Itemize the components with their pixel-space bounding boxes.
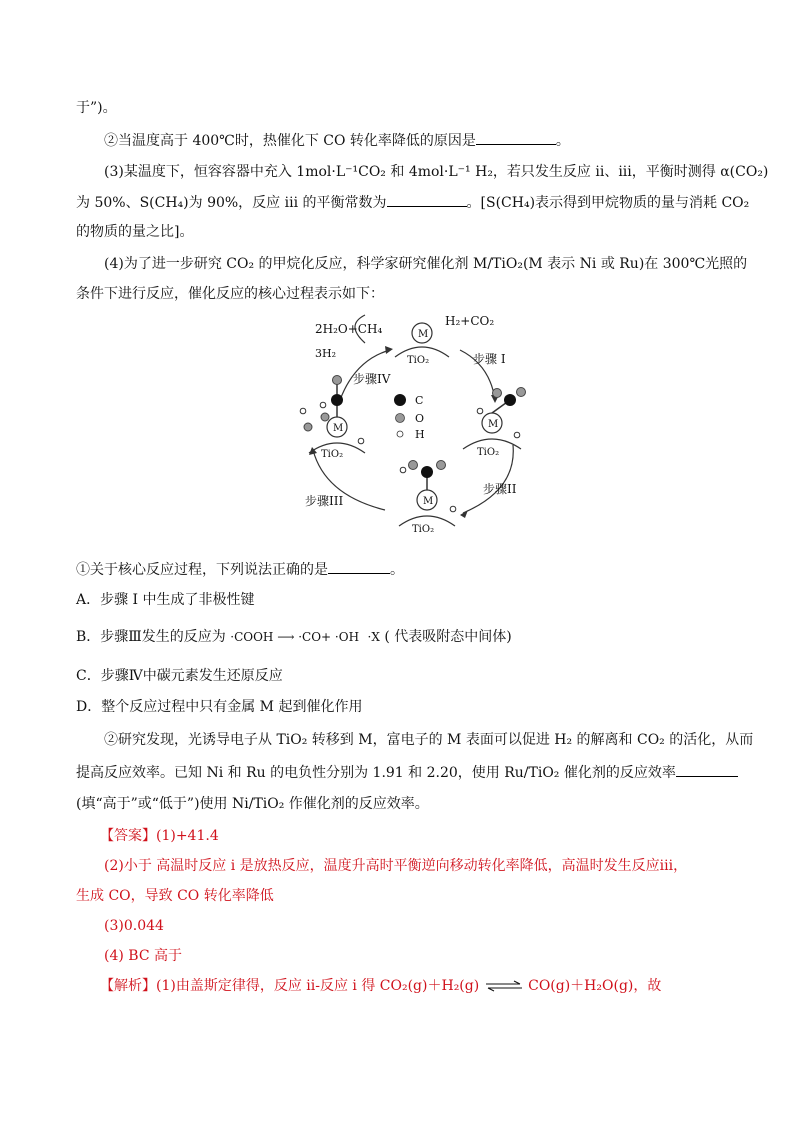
text-line-7: 条件下进行反应，催化反应的核心过程表示如下： <box>76 286 384 302</box>
equilibrium-arrow-icon <box>484 980 524 992</box>
label-step4: 步骤IV <box>353 372 391 386</box>
label-m: M <box>488 419 499 430</box>
legend-c-label: C <box>415 394 424 407</box>
text-line-4: 为 50%、S(CH₄)为 90%，反应 iii 的平衡常数为 。[S(CH₄)表示得到甲烷物质的量与消耗 CO₂ <box>76 192 749 213</box>
label-reactants: H₂+CO₂ <box>445 314 495 328</box>
label-tio2: TiO₂ <box>407 355 430 366</box>
question-2-line-2: 提高反应效率。已知 Ni 和 Ru 的电负性分别为 1.91 和 2.20，使用 Ru/TiO₂ 催化剂的反应效率 <box>76 762 738 783</box>
legend-hydrogen-dot <box>397 431 403 437</box>
question-2-line-1: ②研究发现，光诱导电子从 TiO₂ 转移到 M，富电子的 M 表面可以促进 H₂ 的解离和 CO₂ 的活化，从而 <box>104 732 754 748</box>
option-b-x: ·X <box>367 630 380 644</box>
option-b-note: ( 代表吸附态中间体) <box>384 629 512 645</box>
option-c: C．步骤Ⅳ中碳元素发生还原反应 <box>76 668 283 684</box>
legend-carbon-dot <box>394 394 406 406</box>
answer-line-4: (3)0.044 <box>104 918 164 934</box>
text-line-5: 的物质的量之比]。 <box>76 224 194 240</box>
answer-line-3: 生成 CO，导致 CO 转化率降低 <box>76 888 274 904</box>
answer-blank <box>387 192 467 207</box>
catalytic-cycle-diagram <box>285 305 535 535</box>
legend-o-label: O <box>415 412 425 425</box>
option-d: D．整个反应过程中只有金属 M 起到催化作用 <box>76 699 363 715</box>
label-tio2: TiO₂ <box>412 524 435 535</box>
text-line-6: (4)为了进一步研究 CO₂ 的甲烷化反应，科学家研究催化剂 M/TiO₂(M 表示 Ni 或 Ru)在 300℃光照的 <box>104 256 748 272</box>
legend-oxygen-dot <box>396 414 405 423</box>
answer-tag: 【答案】 <box>100 828 156 844</box>
question-2-line-3: (填“高于”或“低于”)使用 Ni/TiO₂ 作催化剂的反应效率。 <box>76 796 429 812</box>
text-line-2: ②当温度高于 400℃时，热催化下 CO 转化率降低的原因是 。 <box>104 130 570 151</box>
label-m: M <box>333 423 344 434</box>
answer-line-1: 【答案】(1)+41.4 <box>100 828 219 844</box>
answer-blank <box>676 762 738 777</box>
text-line-3: (3)某温度下，恒容容器中充入 1mol·L⁻¹CO₂ 和 4mol·L⁻¹ H₂，若只发生反应 ii、iii，平衡时测得 α(CO₂) <box>104 164 769 180</box>
label-m: M <box>418 329 429 340</box>
label-step3: 步骤III <box>305 494 344 508</box>
label-step2: 步骤II <box>483 482 517 496</box>
legend-h-label: H <box>415 428 425 441</box>
label-step1: 步骤 I <box>473 352 506 366</box>
label-tio2: TiO₂ <box>477 447 500 458</box>
question-1: ①关于核心反应过程，下列说法正确的是 。 <box>76 559 404 580</box>
option-a: A．步骤 I 中生成了非极性键 <box>76 592 255 608</box>
answer-blank <box>328 559 390 574</box>
answer-line-5: (4) BC 高于 <box>104 948 182 964</box>
label-products: 2H₂O+CH₄ <box>315 322 383 336</box>
text-line-1: 于”)。 <box>76 100 117 116</box>
label-tio2: TiO₂ <box>321 449 344 460</box>
label-h3: 3H₂ <box>315 347 337 360</box>
option-b-equation: ·COOH ⟶ ·CO+ ·OH <box>230 630 360 644</box>
label-m: M <box>423 496 434 507</box>
analysis-tag: 【解析】 <box>100 978 156 994</box>
answer-line-2: (2)小于 高温时反应 i 是放热反应，温度升高时平衡逆向移动转化率降低，高温时发生反应iii， <box>104 858 688 874</box>
answer-blank <box>476 130 556 145</box>
analysis-line: 【解析】(1)由盖斯定律得，反应 ii-反应 i 得 CO₂(g)＋H₂(g) CO(g)＋H₂O(g)，故 <box>100 978 662 994</box>
option-b: B．步骤Ⅲ发生的反应为 ·COOH ⟶ ·CO+ ·OH ·X ( 代表吸附态中间体) <box>76 629 512 645</box>
